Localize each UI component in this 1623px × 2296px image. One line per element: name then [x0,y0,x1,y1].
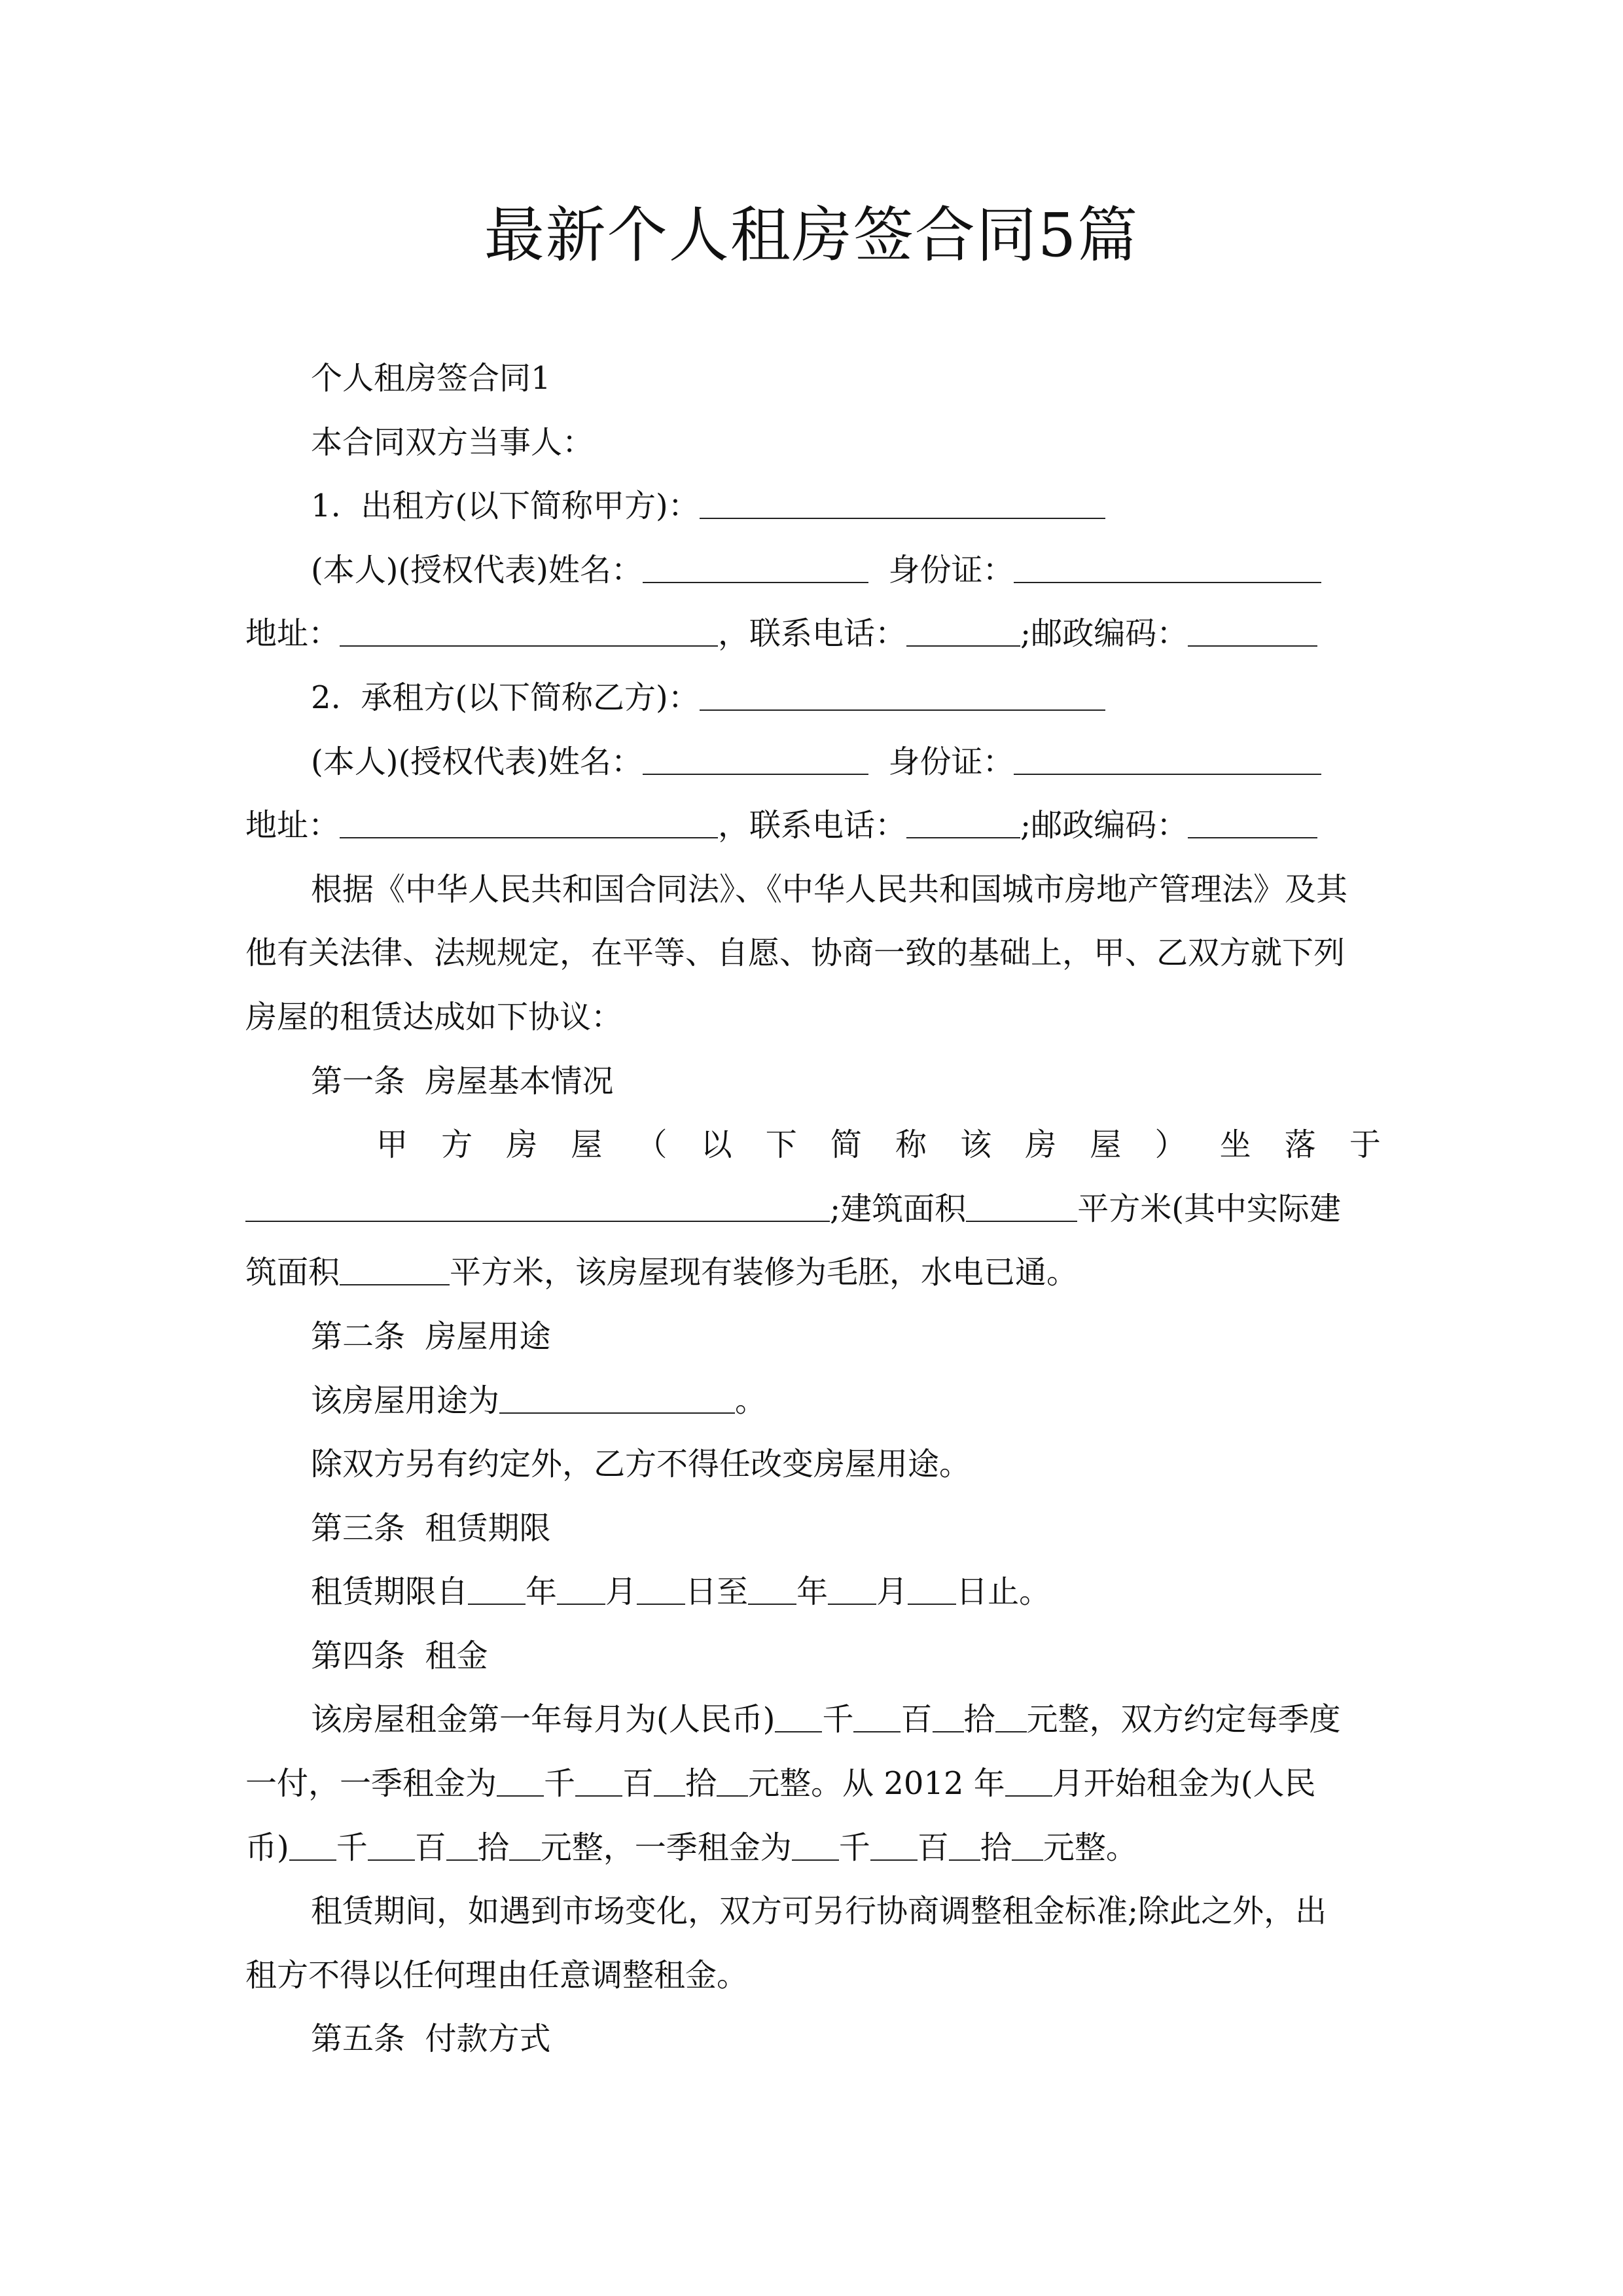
blank-field[interactable] [1014,747,1321,775]
blank-field[interactable] [340,619,718,647]
section-heading [245,347,1381,411]
char: 房 [1025,1126,1057,1164]
char: 房 [506,1126,538,1164]
text: 千 [544,1765,576,1803]
blank-field[interactable] [368,1833,415,1861]
blank-field[interactable] [468,1577,526,1605]
char: 方 [441,1126,473,1164]
text: 除双方另有约定外，乙方不得任改变房屋用途。 [311,1446,971,1483]
term-line [245,1560,1381,1624]
blank-field[interactable] [557,1577,605,1605]
text: ;邮政编码： [1020,615,1188,653]
text: 1. 出租方(以下简称甲方)： [311,488,700,525]
text: 千 [838,1829,870,1866]
text: 租赁期间，如遇到市场变化，双方可另行协商调整租金标准;除此之外，出 [311,1893,1327,1930]
char: 屋 [1090,1126,1122,1164]
text: 租方不得以任何理由任意调整租金。 [245,1956,749,1994]
text: 筑面积 [245,1254,340,1291]
char: 简 [830,1126,862,1164]
paragraph-line [245,858,1381,922]
lessor-address-line [245,602,1381,666]
text: 币) [245,1829,289,1866]
blank-field[interactable] [775,1705,822,1732]
article-heading [245,1305,1381,1369]
blank-field[interactable] [700,683,1105,711]
blank-field[interactable] [995,1705,1027,1732]
text: 月 [605,1573,637,1611]
text: 他有关法律、法规规定，在平等、自愿、协商一致的基础上，甲、乙双方就下列 [245,935,1346,972]
blank-field[interactable] [643,556,868,583]
text: 百 [901,1701,933,1738]
blank-field[interactable] [340,1258,450,1285]
text: 第一条 房屋基本情况 [311,1062,614,1100]
paragraph-line [245,1944,1381,2008]
text: 个人租房签合同1 [311,360,551,397]
text: 身份证： [868,551,1014,588]
text: 一付，一季租金为 [245,1765,497,1803]
char: ） [1154,1126,1186,1164]
blank-field[interactable] [499,1386,735,1414]
area-line [245,1177,1381,1242]
lessor-line [245,475,1381,539]
blank-field[interactable] [966,1194,1077,1222]
text: 拾 [685,1765,717,1803]
char: 该 [960,1126,992,1164]
text: 百 [622,1765,654,1803]
blank-field[interactable] [853,1705,901,1732]
blank-field[interactable] [717,1769,748,1797]
text: 第四条 租金 [311,1637,488,1674]
paragraph-line [245,1880,1381,1944]
blank-field[interactable] [245,1194,830,1222]
blank-field[interactable] [908,1577,956,1605]
text: 地址： [245,615,340,653]
text: (本人)(授权代表)姓名： [311,743,643,780]
blank-field[interactable] [446,1833,478,1861]
text: ，联系电话： [718,807,907,844]
text: 本合同双方当事人： [311,423,594,461]
blank-field[interactable] [1188,619,1317,647]
article-heading [245,1497,1381,1561]
paragraph-line [245,922,1381,986]
text: 地址： [245,807,340,844]
char: 屋 [571,1126,603,1164]
usage-line [245,1369,1381,1433]
lessor-name-line [245,539,1381,603]
char: 落 [1284,1126,1316,1164]
blank-field[interactable] [637,1577,685,1605]
document-body [245,347,1381,2072]
article-heading [245,1624,1381,1689]
lessee-name-line [245,730,1381,795]
text: 。 [735,1382,767,1419]
paragraph-line [245,986,1381,1050]
char: 坐 [1219,1126,1251,1164]
paragraph [245,411,1381,475]
blank-field[interactable] [289,1833,336,1861]
lessee-line [245,666,1381,730]
blank-field[interactable] [1005,1769,1052,1797]
article-heading [245,2007,1381,2072]
blank-field[interactable] [1014,556,1321,583]
text: 拾 [477,1829,509,1866]
blank-field[interactable] [933,1705,964,1732]
char: 下 [765,1126,797,1164]
text: 2. 承租方(以下简称乙方)： [311,679,700,716]
rent-line [245,1688,1381,1752]
text: 该房屋租金第一年每月为(人民币) [311,1701,776,1738]
blank-field[interactable] [870,1833,918,1861]
text: 月 [876,1573,908,1611]
text: 千 [822,1701,854,1738]
text: 年 [796,1573,829,1611]
blank-field[interactable] [949,1833,980,1861]
text: 元整。从 2012 年 [748,1765,1005,1803]
text: ;邮政编码： [1020,807,1188,844]
document-title: 最新个人租房签合同5篇 [484,200,1139,270]
blank-field[interactable] [748,1577,796,1605]
char: （ [635,1126,668,1164]
text: 该房屋用途为 [311,1382,500,1419]
text: 元整。 [1043,1829,1137,1866]
text: ;建筑面积 [830,1190,967,1227]
text: 百 [917,1829,949,1866]
text: 月开始租金为(人民 [1052,1765,1316,1803]
text: 第二条 房屋用途 [311,1318,551,1355]
blank-field[interactable] [828,1577,876,1605]
char: 以 [700,1126,732,1164]
text: 千 [336,1829,368,1866]
text: 拾 [963,1701,995,1738]
blank-field[interactable] [340,811,718,838]
paragraph-line [245,1433,1381,1497]
blank-field[interactable] [643,747,868,775]
text: 日止。 [956,1573,1051,1611]
text: 平方米(其中实际建 [1077,1190,1341,1227]
char: 甲 [376,1126,408,1164]
char: 称 [895,1126,927,1164]
text: 房屋的租赁达成如下协议： [245,998,623,1035]
justified-line [245,1113,1381,1177]
text: 年 [526,1573,558,1611]
text: 第五条 付款方式 [311,2020,551,2058]
text: 租赁期限自 [311,1573,469,1611]
text: 元整，双方约定每季度 [1026,1701,1341,1738]
text: 百 [414,1829,446,1866]
rent-line [245,1816,1381,1880]
blank-field[interactable] [792,1833,839,1861]
text: 元整，一季租金为 [540,1829,792,1866]
blank-field[interactable] [1012,1833,1043,1861]
text: 平方米，该房屋现有装修为毛胚，水电已通。 [450,1254,1079,1291]
text: 第三条 租赁期限 [311,1509,551,1547]
blank-field[interactable] [1188,811,1317,838]
blank-field[interactable] [906,811,1020,838]
text: ，联系电话： [718,615,907,653]
blank-field[interactable] [700,492,1105,519]
text: (本人)(授权代表)姓名： [311,551,643,588]
text: 根据《中华人民共和国合同法》、《中华人民共和国城市房地产管理法》及其 [311,870,1348,908]
blank-field[interactable] [906,619,1020,647]
text: 日至 [685,1573,749,1611]
blank-field[interactable] [575,1769,622,1797]
text: 拾 [980,1829,1012,1866]
area-line [245,1241,1381,1305]
rent-line [245,1752,1381,1816]
blank-field[interactable] [497,1769,544,1797]
char: 于 [1349,1126,1381,1164]
text: 身份证： [868,743,1014,780]
blank-field[interactable] [654,1769,685,1797]
blank-field[interactable] [509,1833,541,1861]
lessee-address-line [245,794,1381,858]
article-heading [245,1050,1381,1114]
